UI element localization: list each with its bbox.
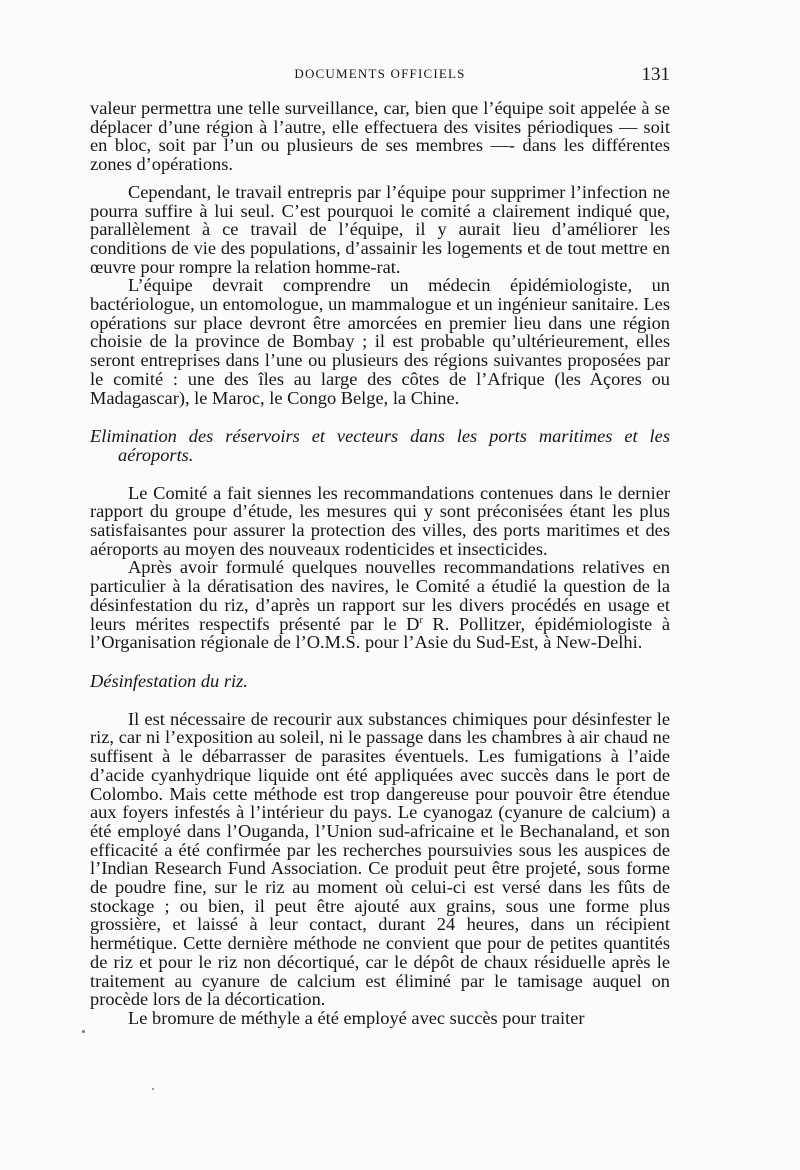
- paragraph-3: L’équipe devrait comprendre un médecin épidémiologiste, un bactériologue, un entomologue, un mammalogue et un ingénieur sanitaire. Les opérations sur place devront être amorcées en premier lieu dans une région choisie de la province de Bombay ; il est probable qu’ultérieurement, elles seront entreprises dans l’une ou plusieurs des régions suivantes proposées par le comité : une des îles au large des côtes de l’Afrique (les Açores ou Madagascar), le Maroc, le Congo Belge, la Chine.: [90, 275, 670, 408]
- running-title: DOCUMENTS OFFICIELS: [294, 66, 466, 81]
- paragraph-2: Cependant, le travail entrepris par l’équipe pour supprimer l’infection ne pourra suffire à lui seul. C’est pourquoi le comité a clairement indiqué que, parallèlement à ce travail de l’équipe, il y aurait lieu d’améliorer les conditions de vie des populations, d’assainir les logements et de tout mettre en œuvre pour rompre la relation homme-rat.: [90, 181, 670, 277]
- paragraph-4: Le Comité a fait siennes les recommandations contenues dans le dernier rapport du groupe d’étude, les mesures qui y sont préconisées étant les plus satisfaisantes pour assurer la protection des villes, des ports maritimes et des aéroports au moyen des nouveaux rodenticides et insecticides.: [90, 482, 670, 559]
- scan-speck: [82, 1030, 85, 1033]
- section-heading-desinfestation: Désinfestation du riz.: [90, 670, 248, 691]
- scan-speck: [152, 1088, 154, 1090]
- running-header: [90, 64, 670, 86]
- section-heading-elimination: Elimination des réservoirs et vecteurs dans les ports maritimes et les aéroports.: [90, 426, 670, 465]
- paragraph-7: Le bromure de méthyle a été employé avec succès pour traiter: [128, 1007, 585, 1028]
- paragraph-5: [90, 558, 670, 652]
- paragraph-5-text: Après avoir formulé quelques nouvelles recommandations relatives en particulier à la dératisation des navires, le Comité a étudié la question de la désinfestation du riz, d’après un rapport sur les divers procédés en usage et leurs mérites respectifs présenté par le D: [90, 557, 670, 634]
- paragraph-5-text-end: R. Pollitzer, épidémiologiste à l’Organisation régionale de l’O.M.S. pour l’Asie du Sud-Est, à New-Delhi.: [90, 613, 670, 653]
- page-number: 131: [641, 64, 670, 85]
- paragraph-6: Il est nécessaire de recourir aux substances chimiques pour désinfester le riz, car ni l’exposition au soleil, ni le passage dans les chambres à air chaud ne suffisent à le débarrasser de parasites éventuels. Les fumigations à l’aide d’acide cyanhydrique liquide ont été appliquées avec succès dans le port de Colombo. Mais cette méthode est trop dangereuse pour pouvoir être étendue aux foyers infestés à l’intérieur du pays. Le cyanogaz (cyanure de calcium) a été employé dans l’Ouganda, l’Union sud-africaine et le Bechanaland, et son efficacité a été confirmée par les recherches poursuivies sous les auspices de l’Indian Research Fund Association. Ce produit peut être projeté, sous forme de poudre fine, sur le riz au moment où celui-ci est versé dans les fûts de stockage ; ou bien, il peut être ajouté aux grains, sous une forme plus grossière, et laissé à leur contact, durant 24 heures, dans un récipient hermétique. Cette dernière méthode ne convient que pour de petites quantités de riz et pour le riz non décortiqué, car le dépôt de chaux résiduelle après le traitement au cyanure de calcium est éliminé par le tamisage auquel on procède lors de la décortication.: [90, 708, 670, 1010]
- body-text: [90, 99, 670, 1028]
- doctor-abbrev-superscript: r: [419, 614, 423, 626]
- paragraph-1: valeur permettra une telle surveillance, car, bien que l’équipe soit appelée à se déplacer d’une région à l’autre, elle effectuera des visites périodiques — soit en bloc, soit par l’un ou plusieurs de ses membres —- dans les différentes zones d’opérations.: [90, 98, 670, 175]
